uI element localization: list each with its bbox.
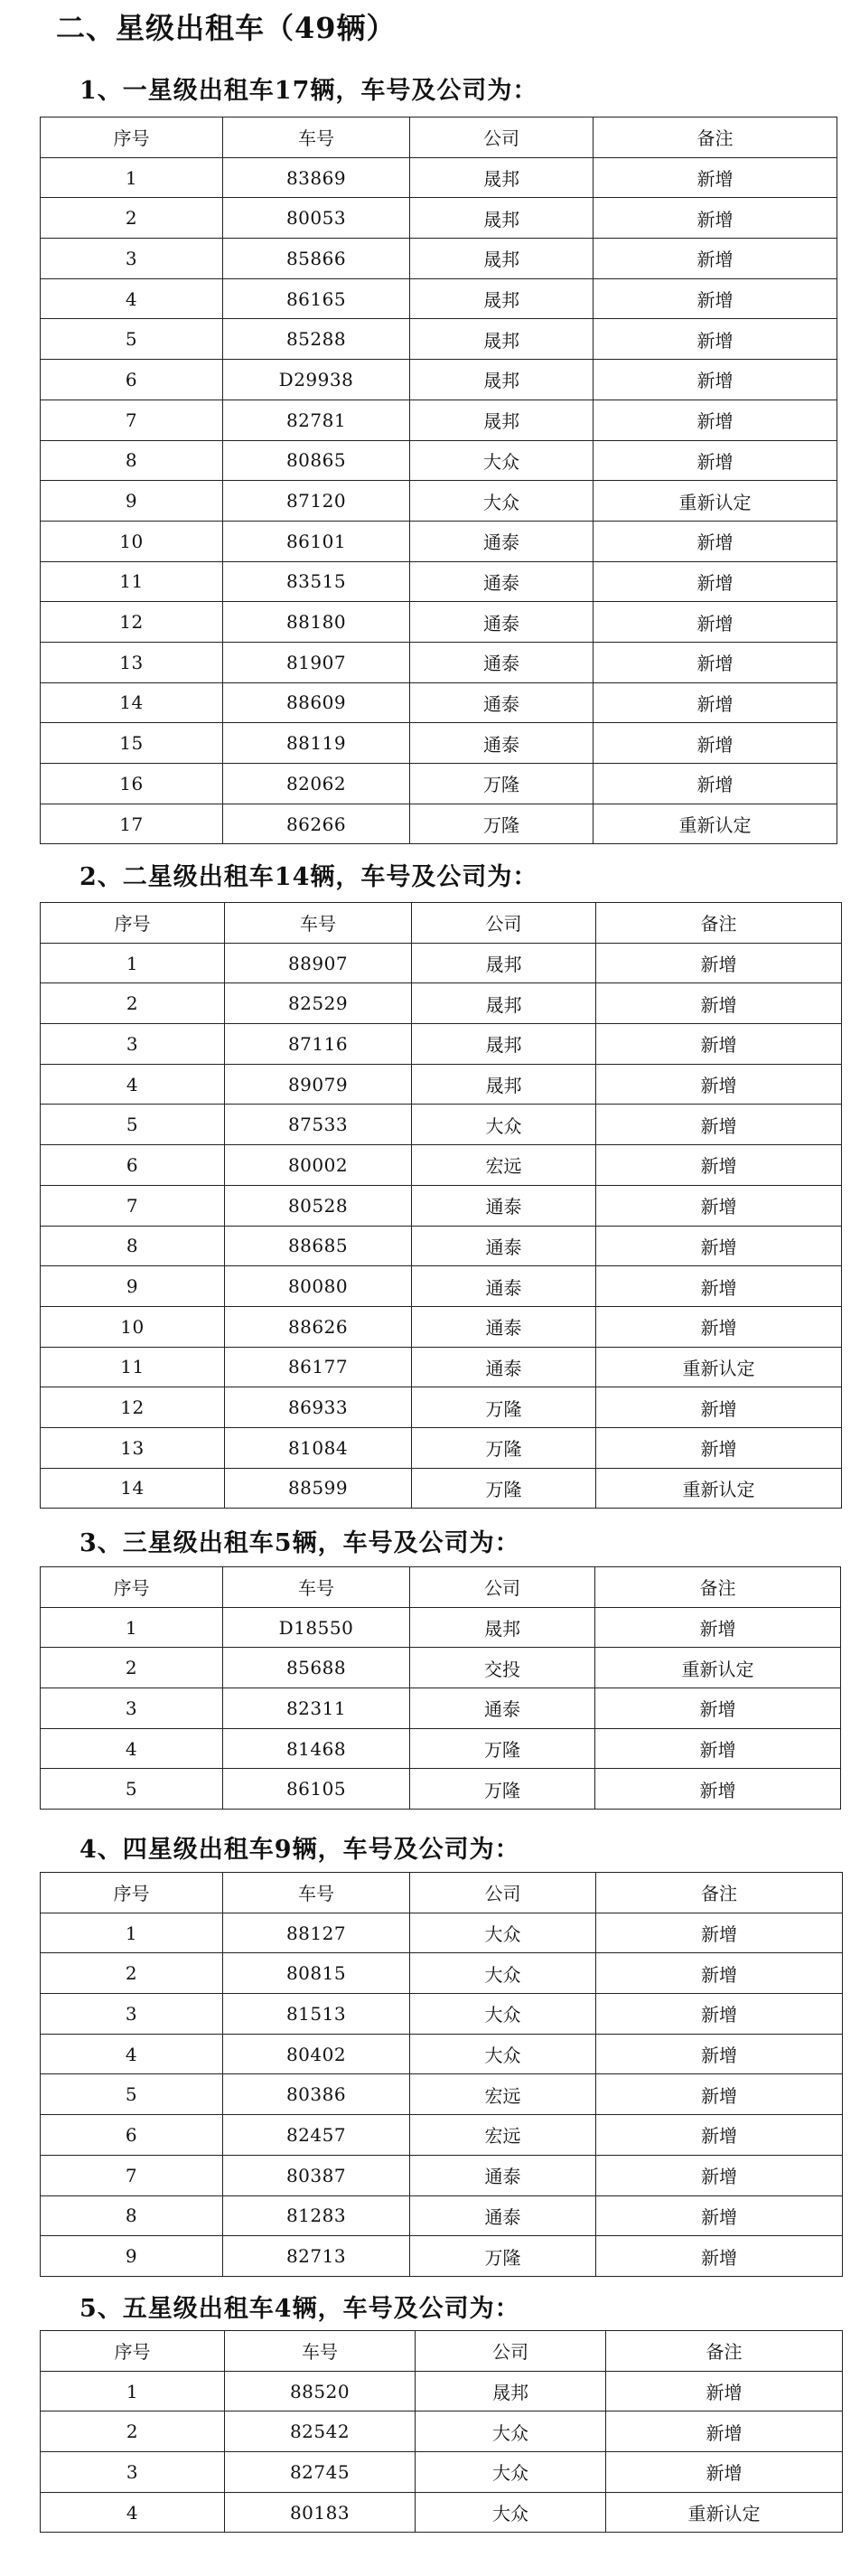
table-header-row — [41, 1873, 843, 1913]
table-row — [41, 1226, 842, 1266]
table-row — [41, 1145, 842, 1186]
cell-index: 5 — [41, 1105, 225, 1145]
cell-plate-number: 88119 — [223, 723, 410, 764]
cell-plate-number: 82745 — [225, 2452, 416, 2493]
cell-remark: 新增 — [596, 1387, 842, 1428]
table-row — [41, 1024, 842, 1065]
cell-remark: 新增 — [595, 1607, 841, 1648]
cell-plate-number: 88685 — [225, 1226, 412, 1266]
cell-plate-number: 88520 — [225, 2371, 416, 2411]
cell-plate-number: 88180 — [223, 602, 410, 643]
table-row — [41, 764, 837, 804]
cell-company: 通泰 — [410, 1688, 595, 1729]
table-row — [41, 1994, 843, 2035]
cell-company: 大众 — [410, 1994, 596, 2035]
cell-plate-number: 82781 — [223, 400, 410, 440]
header-company: 公司 — [412, 903, 596, 944]
cell-company: 万隆 — [410, 764, 594, 804]
cell-index: 7 — [41, 1185, 225, 1226]
table-row — [41, 1648, 841, 1688]
table-row — [41, 2115, 843, 2156]
cell-plate-number: 81907 — [223, 642, 410, 682]
four-star-table — [40, 1872, 843, 2277]
header-plate-number: 车号 — [223, 118, 410, 158]
cell-company: 大众 — [410, 440, 594, 481]
table-header-row — [41, 2331, 843, 2372]
cell-remark: 新增 — [596, 2115, 843, 2156]
cell-plate-number: D29938 — [223, 360, 410, 400]
cell-index: 3 — [41, 239, 223, 279]
cell-remark: 新增 — [596, 1064, 842, 1105]
cell-company: 万隆 — [410, 2236, 596, 2277]
cell-remark: 新增 — [596, 983, 842, 1024]
cell-index: 13 — [41, 1427, 225, 1468]
table-row — [41, 481, 837, 522]
header-plate-number: 车号 — [223, 1873, 410, 1913]
table-row — [41, 804, 837, 844]
cell-plate-number: 80080 — [225, 1266, 412, 1307]
cell-index: 14 — [41, 1468, 225, 1509]
table-row — [41, 319, 837, 360]
cell-company: 通泰 — [412, 1185, 596, 1226]
table-row — [41, 400, 837, 440]
cell-plate-number: 85288 — [223, 319, 410, 360]
table-row — [41, 2155, 843, 2195]
page-heading: 二、星级出租车（49辆） — [56, 11, 397, 45]
table-row — [41, 198, 837, 239]
cell-index: 10 — [41, 1306, 225, 1347]
cell-index: 9 — [41, 1266, 225, 1307]
table-row — [41, 2411, 843, 2452]
cell-plate-number: 88609 — [223, 682, 410, 723]
cell-company: 晟邦 — [412, 983, 596, 1024]
cell-company: 晟邦 — [416, 2371, 606, 2411]
cell-index: 6 — [41, 360, 223, 400]
cell-plate-number: 88626 — [225, 1306, 412, 1347]
cell-company: 大众 — [416, 2492, 606, 2533]
cell-plate-number: D18550 — [223, 1607, 410, 1648]
table-row — [41, 239, 837, 279]
cell-index: 4 — [41, 2034, 223, 2074]
cell-plate-number: 80386 — [223, 2074, 410, 2115]
cell-company: 晟邦 — [412, 1064, 596, 1105]
cell-index: 12 — [41, 602, 223, 643]
table-row — [41, 642, 837, 682]
header-plate-number: 车号 — [225, 2331, 416, 2372]
table-row — [41, 2034, 843, 2074]
cell-company: 大众 — [410, 1913, 596, 1953]
cell-company: 通泰 — [410, 2195, 596, 2236]
header-plate-number: 车号 — [223, 1567, 410, 1608]
cell-company: 通泰 — [412, 1306, 596, 1347]
cell-index: 1 — [41, 2371, 225, 2411]
cell-index: 7 — [41, 400, 223, 440]
cell-company: 万隆 — [410, 1769, 595, 1810]
cell-index: 4 — [41, 278, 223, 319]
cell-index: 4 — [41, 1728, 223, 1769]
cell-remark: 新增 — [594, 682, 837, 723]
cell-plate-number: 87533 — [225, 1105, 412, 1145]
cell-index: 9 — [41, 2236, 223, 2277]
table-row — [41, 1105, 842, 1145]
cell-index: 3 — [41, 1688, 223, 1729]
cell-index: 12 — [41, 1387, 225, 1428]
table-row — [41, 360, 837, 400]
cell-company: 万隆 — [412, 1427, 596, 1468]
cell-remark: 新增 — [596, 1226, 842, 1266]
cell-company: 晟邦 — [410, 1607, 595, 1648]
cell-remark: 新增 — [596, 2074, 843, 2115]
cell-remark: 新增 — [596, 1306, 842, 1347]
cell-plate-number: 82542 — [225, 2411, 416, 2452]
header-index: 序号 — [41, 1873, 223, 1913]
table-row — [41, 2452, 843, 2493]
cell-company: 万隆 — [412, 1468, 596, 1509]
cell-plate-number: 82311 — [223, 1688, 410, 1729]
cell-index: 8 — [41, 1226, 225, 1266]
five-star-table — [40, 2330, 843, 2533]
cell-plate-number: 85688 — [223, 1648, 410, 1688]
header-company: 公司 — [410, 118, 594, 158]
cell-plate-number: 86266 — [223, 804, 410, 844]
cell-remark: 新增 — [594, 360, 837, 400]
cell-company: 通泰 — [410, 682, 594, 723]
cell-plate-number: 80387 — [223, 2155, 410, 2195]
cell-index: 5 — [41, 1769, 223, 1810]
cell-company: 宏远 — [412, 1145, 596, 1186]
cell-remark: 新增 — [594, 602, 837, 643]
cell-company: 晟邦 — [412, 943, 596, 983]
cell-company: 大众 — [410, 2034, 596, 2074]
cell-remark: 新增 — [596, 943, 842, 983]
cell-plate-number: 86101 — [223, 521, 410, 561]
cell-remark: 新增 — [594, 561, 837, 602]
cell-plate-number: 82062 — [223, 764, 410, 804]
cell-plate-number: 87120 — [223, 481, 410, 522]
cell-plate-number: 86165 — [223, 278, 410, 319]
cell-company: 晟邦 — [410, 239, 594, 279]
header-remark: 备注 — [606, 2331, 843, 2372]
header-remark: 备注 — [595, 1567, 841, 1608]
cell-plate-number: 81283 — [223, 2195, 410, 2236]
table-row — [41, 2236, 843, 2277]
header-company: 公司 — [416, 2331, 606, 2372]
cell-company: 晟邦 — [410, 360, 594, 400]
cell-remark: 新增 — [606, 2411, 843, 2452]
cell-remark: 新增 — [606, 2371, 843, 2411]
cell-index: 2 — [41, 1648, 223, 1688]
cell-company: 晟邦 — [410, 319, 594, 360]
cell-index: 2 — [41, 983, 225, 1024]
cell-index: 13 — [41, 642, 223, 682]
cell-plate-number: 80002 — [225, 1145, 412, 1186]
table-row — [41, 157, 837, 198]
table-row — [41, 1064, 842, 1105]
cell-remark: 新增 — [594, 764, 837, 804]
cell-index: 8 — [41, 2195, 223, 2236]
cell-index: 5 — [41, 319, 223, 360]
cell-index: 3 — [41, 1994, 223, 2035]
cell-remark: 新增 — [606, 2452, 843, 2493]
cell-remark: 重新认定 — [606, 2492, 843, 2533]
header-index: 序号 — [41, 1567, 223, 1608]
cell-remark: 新增 — [594, 278, 837, 319]
table-row — [41, 723, 837, 764]
cell-company: 通泰 — [410, 2155, 596, 2195]
cell-remark: 新增 — [594, 157, 837, 198]
cell-index: 3 — [41, 2452, 225, 2493]
cell-index: 4 — [41, 1064, 225, 1105]
cell-index: 6 — [41, 1145, 225, 1186]
cell-company: 万隆 — [410, 1728, 595, 1769]
cell-plate-number: 88907 — [225, 943, 412, 983]
cell-company: 通泰 — [412, 1226, 596, 1266]
cell-remark: 新增 — [596, 1913, 843, 1953]
cell-company: 宏远 — [410, 2115, 596, 2156]
header-index: 序号 — [41, 903, 225, 944]
cell-remark: 新增 — [596, 1953, 843, 1994]
cell-company: 晟邦 — [410, 198, 594, 239]
cell-index: 9 — [41, 481, 223, 522]
cell-remark: 新增 — [594, 198, 837, 239]
cell-remark: 重新认定 — [594, 481, 837, 522]
cell-company: 大众 — [410, 1953, 596, 1994]
cell-company: 晟邦 — [412, 1024, 596, 1065]
table-row — [41, 2371, 843, 2411]
header-index: 序号 — [41, 2331, 225, 2372]
cell-remark: 新增 — [595, 1769, 841, 1810]
table-row — [41, 1468, 842, 1509]
table-row — [41, 1306, 842, 1347]
cell-remark: 重新认定 — [596, 1347, 842, 1387]
cell-remark: 新增 — [596, 1145, 842, 1186]
cell-plate-number: 81513 — [223, 1994, 410, 2035]
cell-index: 10 — [41, 521, 223, 561]
cell-index: 5 — [41, 2074, 223, 2115]
table-header-row — [41, 1567, 841, 1608]
cell-company: 通泰 — [410, 602, 594, 643]
cell-index: 1 — [41, 1913, 223, 1953]
cell-company: 大众 — [412, 1105, 596, 1145]
table-row — [41, 1769, 841, 1810]
cell-plate-number: 83515 — [223, 561, 410, 602]
cell-plate-number: 81468 — [223, 1728, 410, 1769]
cell-company: 通泰 — [410, 561, 594, 602]
table-row — [41, 278, 837, 319]
cell-remark: 新增 — [595, 1688, 841, 1729]
header-remark: 备注 — [594, 118, 837, 158]
section-title-3: 3、三星级出租车5辆，车号及公司为： — [79, 1529, 520, 1557]
three-star-table — [40, 1566, 841, 1810]
cell-remark: 新增 — [596, 1266, 842, 1307]
table-row — [41, 1185, 842, 1226]
cell-plate-number: 88599 — [225, 1468, 412, 1509]
table-row — [41, 1427, 842, 1468]
cell-plate-number: 86105 — [223, 1769, 410, 1810]
one-star-table — [40, 117, 837, 844]
two-star-table — [40, 902, 842, 1509]
cell-remark: 新增 — [594, 319, 837, 360]
cell-company: 万隆 — [410, 804, 594, 844]
header-index: 序号 — [41, 118, 223, 158]
cell-company: 交投 — [410, 1648, 595, 1688]
cell-plate-number: 80865 — [223, 440, 410, 481]
cell-remark: 新增 — [594, 723, 837, 764]
header-remark: 备注 — [596, 1873, 843, 1913]
cell-index: 7 — [41, 2155, 223, 2195]
cell-plate-number: 81084 — [225, 1427, 412, 1468]
section-title-1: 1、一星级出租车17辆，车号及公司为： — [79, 77, 538, 105]
cell-plate-number: 83869 — [223, 157, 410, 198]
cell-remark: 新增 — [596, 1185, 842, 1226]
table-row — [41, 2492, 843, 2533]
table-row — [41, 2195, 843, 2236]
table-row — [41, 1953, 843, 1994]
cell-index: 1 — [41, 157, 223, 198]
cell-index: 2 — [41, 2411, 225, 2452]
cell-remark: 新增 — [596, 2195, 843, 2236]
table-row — [41, 561, 837, 602]
cell-index: 1 — [41, 943, 225, 983]
cell-company: 大众 — [416, 2411, 606, 2452]
cell-remark: 新增 — [596, 1024, 842, 1065]
cell-index: 3 — [41, 1024, 225, 1065]
cell-remark: 新增 — [596, 1427, 842, 1468]
cell-plate-number: 80402 — [223, 2034, 410, 2074]
table-header-row — [41, 903, 842, 944]
cell-remark: 重新认定 — [596, 1468, 842, 1509]
table-row — [41, 1913, 843, 1953]
cell-plate-number: 82713 — [223, 2236, 410, 2277]
cell-plate-number: 80183 — [225, 2492, 416, 2533]
cell-plate-number: 80053 — [223, 198, 410, 239]
cell-index: 1 — [41, 1607, 223, 1648]
cell-remark: 重新认定 — [595, 1648, 841, 1688]
cell-plate-number: 87116 — [225, 1024, 412, 1065]
cell-company: 通泰 — [410, 642, 594, 682]
header-company: 公司 — [410, 1873, 596, 1913]
header-remark: 备注 — [596, 903, 842, 944]
table-header-row — [41, 118, 837, 158]
cell-index: 16 — [41, 764, 223, 804]
cell-company: 晟邦 — [410, 278, 594, 319]
cell-index: 11 — [41, 1347, 225, 1387]
cell-remark: 新增 — [596, 1105, 842, 1145]
cell-index: 17 — [41, 804, 223, 844]
section-title-4: 4、四星级出租车9辆，车号及公司为： — [79, 1836, 520, 1864]
cell-remark: 新增 — [594, 239, 837, 279]
cell-index: 2 — [41, 198, 223, 239]
table-row — [41, 2074, 843, 2115]
cell-company: 晟邦 — [410, 157, 594, 198]
cell-remark: 新增 — [596, 2236, 843, 2277]
cell-company: 通泰 — [410, 723, 594, 764]
cell-index: 4 — [41, 2492, 225, 2533]
cell-plate-number: 89079 — [225, 1064, 412, 1105]
cell-index: 2 — [41, 1953, 223, 1994]
cell-plate-number: 82457 — [223, 2115, 410, 2156]
cell-remark: 新增 — [594, 642, 837, 682]
cell-remark: 重新认定 — [594, 804, 837, 844]
cell-company: 通泰 — [410, 521, 594, 561]
cell-plate-number: 86177 — [225, 1347, 412, 1387]
cell-remark: 新增 — [596, 1994, 843, 2035]
section-title-5: 5、五星级出租车4辆，车号及公司为： — [79, 2295, 520, 2323]
table-row — [41, 1387, 842, 1428]
table-row — [41, 521, 837, 561]
cell-plate-number: 82529 — [225, 983, 412, 1024]
cell-index: 11 — [41, 561, 223, 602]
cell-index: 14 — [41, 682, 223, 723]
cell-company: 晟邦 — [410, 400, 594, 440]
cell-company: 通泰 — [412, 1347, 596, 1387]
header-company: 公司 — [410, 1567, 595, 1608]
table-row — [41, 1266, 842, 1307]
cell-remark: 新增 — [594, 521, 837, 561]
cell-remark: 新增 — [594, 400, 837, 440]
cell-remark: 新增 — [594, 440, 837, 481]
cell-plate-number: 80528 — [225, 1185, 412, 1226]
cell-index: 6 — [41, 2115, 223, 2156]
cell-index: 15 — [41, 723, 223, 764]
cell-remark: 新增 — [596, 2155, 843, 2195]
cell-company: 宏远 — [410, 2074, 596, 2115]
cell-company: 大众 — [416, 2452, 606, 2493]
cell-plate-number: 85866 — [223, 239, 410, 279]
table-row — [41, 682, 837, 723]
table-row — [41, 983, 842, 1024]
cell-company: 大众 — [410, 481, 594, 522]
table-row — [41, 1688, 841, 1729]
cell-remark: 新增 — [596, 2034, 843, 2074]
table-row — [41, 1347, 842, 1387]
cell-index: 8 — [41, 440, 223, 481]
cell-plate-number: 88127 — [223, 1913, 410, 1953]
cell-company: 万隆 — [412, 1387, 596, 1428]
section-title-2: 2、二星级出租车14辆，车号及公司为： — [79, 863, 538, 891]
table-row — [41, 943, 842, 983]
cell-plate-number: 80815 — [223, 1953, 410, 1994]
cell-company: 通泰 — [412, 1266, 596, 1307]
cell-plate-number: 86933 — [225, 1387, 412, 1428]
table-row — [41, 1607, 841, 1648]
cell-remark: 新增 — [595, 1728, 841, 1769]
table-row — [41, 1728, 841, 1769]
table-row — [41, 440, 837, 481]
header-plate-number: 车号 — [225, 903, 412, 944]
table-row — [41, 602, 837, 643]
